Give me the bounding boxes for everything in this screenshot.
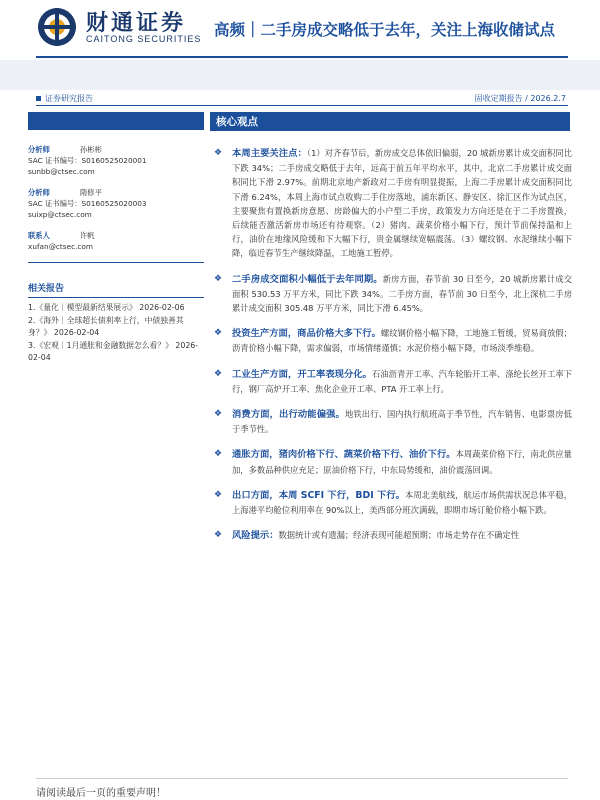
key-point [214,146,572,261]
brand-name-cn: 财通证券 [86,11,187,36]
point-body: 本周北美航线，航运市场供需状况总体平稳，上海港平均舱位利用率在 90%以上，美西部分班次满载，即期市场订舱价格小幅下跌。 [232,489,572,516]
header-band [0,60,600,90]
contact-email[interactable]: xufan@ctsec.com [28,242,93,251]
key-point [214,272,572,316]
analyst-name: 孙彬彬 [80,145,102,154]
company-logo-icon [36,6,78,48]
brand-name-en: CAITONG SECURITIES [86,34,202,44]
diamond-bullet-icon: ❖ [214,328,223,339]
point-body: 石油沥青开工率、汽车轮胎开工率、涤纶长丝开工率下行，钢厂高炉开工率、焦化企业开工率、PTA 开工率上行。 [232,368,572,394]
key-point [214,447,572,476]
key-point [214,367,572,396]
meta-divider [36,105,568,106]
key-point [214,488,572,517]
point-body: 新房方面，春节前 30 日至今，20 城新房累计成交面积 530.53 万平方米，同比下跌 34%。二手房方面，春节前 30 日至今，北上深杭二手房累计成交面积 305.48 万平方米，同比下滑 6.45%。 [232,273,572,314]
related-report-link[interactable]: 1.《量化｜模型最新结果展示》 2026-02-06 [28,303,185,312]
analyst-role: 分析师 [28,145,50,154]
sidebar [28,112,204,365]
point-heading: 通胀方面，猪肉价格下行、蔬菜价格下行、油价下行。 [232,449,456,461]
point-heading: 消费方面，出行动能偏强。 [232,409,345,421]
related-reports-heading: 相关报告 [28,281,204,298]
related-report-link[interactable]: 3.《宏观｜1月通胀和金融数据怎么看？》 2026-02-04 [28,341,199,362]
core-views-bar [210,112,570,131]
analyst-email[interactable]: suixp@ctsec.com [28,210,92,219]
point-heading: 工业生产方面，开工率表现分化。 [232,368,373,380]
point-body: 螺纹钢价格小幅下降，工地施工暂缓，贸易商放假；沥青价格小幅下降，需求偏弱，市场情绪谨慎；水泥价格小幅下降，市场淡季维稳。 [232,328,572,354]
point-body: 地铁出行、国内执行航班高于季节性，汽车销售、电影票房低于季节性。 [232,409,572,435]
point-heading: 风险提示： [232,530,279,542]
sidebar-header-bar [28,112,204,130]
point-heading: 本周主要关注点： [232,148,307,159]
analyst-email[interactable]: sunbb@ctsec.com [28,167,95,176]
diamond-bullet-icon: ❖ [214,148,223,158]
related-report-link[interactable]: 2.《海外｜全球超长债利率上行，中债独善其身？》 2026-02-04 [28,316,184,337]
report-type-text: 证券研究报告 [45,94,93,103]
diamond-bullet-icon: ❖ [214,489,223,500]
point-heading: 投资生产方面，商品价格大多下行。 [232,328,381,340]
key-point [214,326,572,355]
footer-disclaimer: 请阅读最后一页的重要声明！ [36,788,166,799]
diamond-bullet-icon: ❖ [214,530,223,541]
sidebar-divider [28,262,204,263]
report-header [0,0,600,62]
analyst-cert: SAC 证书编号：S0160525020003 [28,199,147,208]
point-body: （1）对齐春节后，新房成交总体依旧偏弱，20 城新房累计成交面积同比下跌 34%；二手房成交略低于去年，远高于前五年平均水平，其中，北京二手房累计成交面积同比下滑 2.97%。前期北京地产新政对二手房有明显提振，上海二手房累计成交面积同比下滑 6.24%，本周上海市试点收购二手住房落地，浦东新区、静安区、徐汇区作为试点区，主要聚焦有置换新房意愿、房龄偏大的小户型二手房，政策发力方向还是在于二手房置换，后续能否激活新房市场还有待观察。（2）猪肉、蔬菜价格小幅下行，预计节前保持温和上行，油价在地缘风险缓和下大幅下行，贵金属继续宽幅震荡。（3）螺纹钢、水泥继续小幅下降，临近春节生产继续降温，工地施工暂停。 [232,148,572,259]
analyst-name: 隋修平 [80,188,102,197]
analyst-cert: SAC 证书编号：S0160525020001 [28,156,147,165]
diamond-bullet-icon: ❖ [214,368,223,379]
key-point [214,407,572,436]
header-divider [36,56,568,58]
analyst-role: 分析师 [28,188,50,197]
point-heading: 出口方面，本周 SCFI 下行，BDI 下行。 [232,489,406,501]
square-bullet-icon [36,96,41,101]
diamond-bullet-icon: ❖ [214,409,223,420]
key-point [214,528,572,543]
footer-divider [36,778,568,779]
analyst-card [28,144,204,177]
diamond-bullet-icon: ❖ [214,449,223,460]
diamond-bullet-icon: ❖ [214,273,223,284]
report-type-label [36,93,93,104]
contact-card [28,230,204,252]
analyst-card [28,187,204,220]
report-date-label: 固收定期报告 / 2026.2.7 [474,94,566,103]
report-title: 高频｜二手房成交略低于去年，关注上海收储试点 [214,21,556,39]
core-views-title: 核心观点 [216,116,258,128]
point-body: 数据统计或有遗漏；经济表现可能超预期；市场走势存在不确定性 [278,530,520,541]
point-body: 本周蔬菜价格下行，南北供应量加，多数品种供应充足；原油价格下行，中东局势缓和，油价震荡回调。 [232,449,572,475]
contact-name: 许帆 [80,231,95,240]
core-points [214,146,572,554]
contact-role: 联系人 [28,231,50,240]
point-heading: 二手房成交面积小幅低于去年同期。 [232,273,383,285]
